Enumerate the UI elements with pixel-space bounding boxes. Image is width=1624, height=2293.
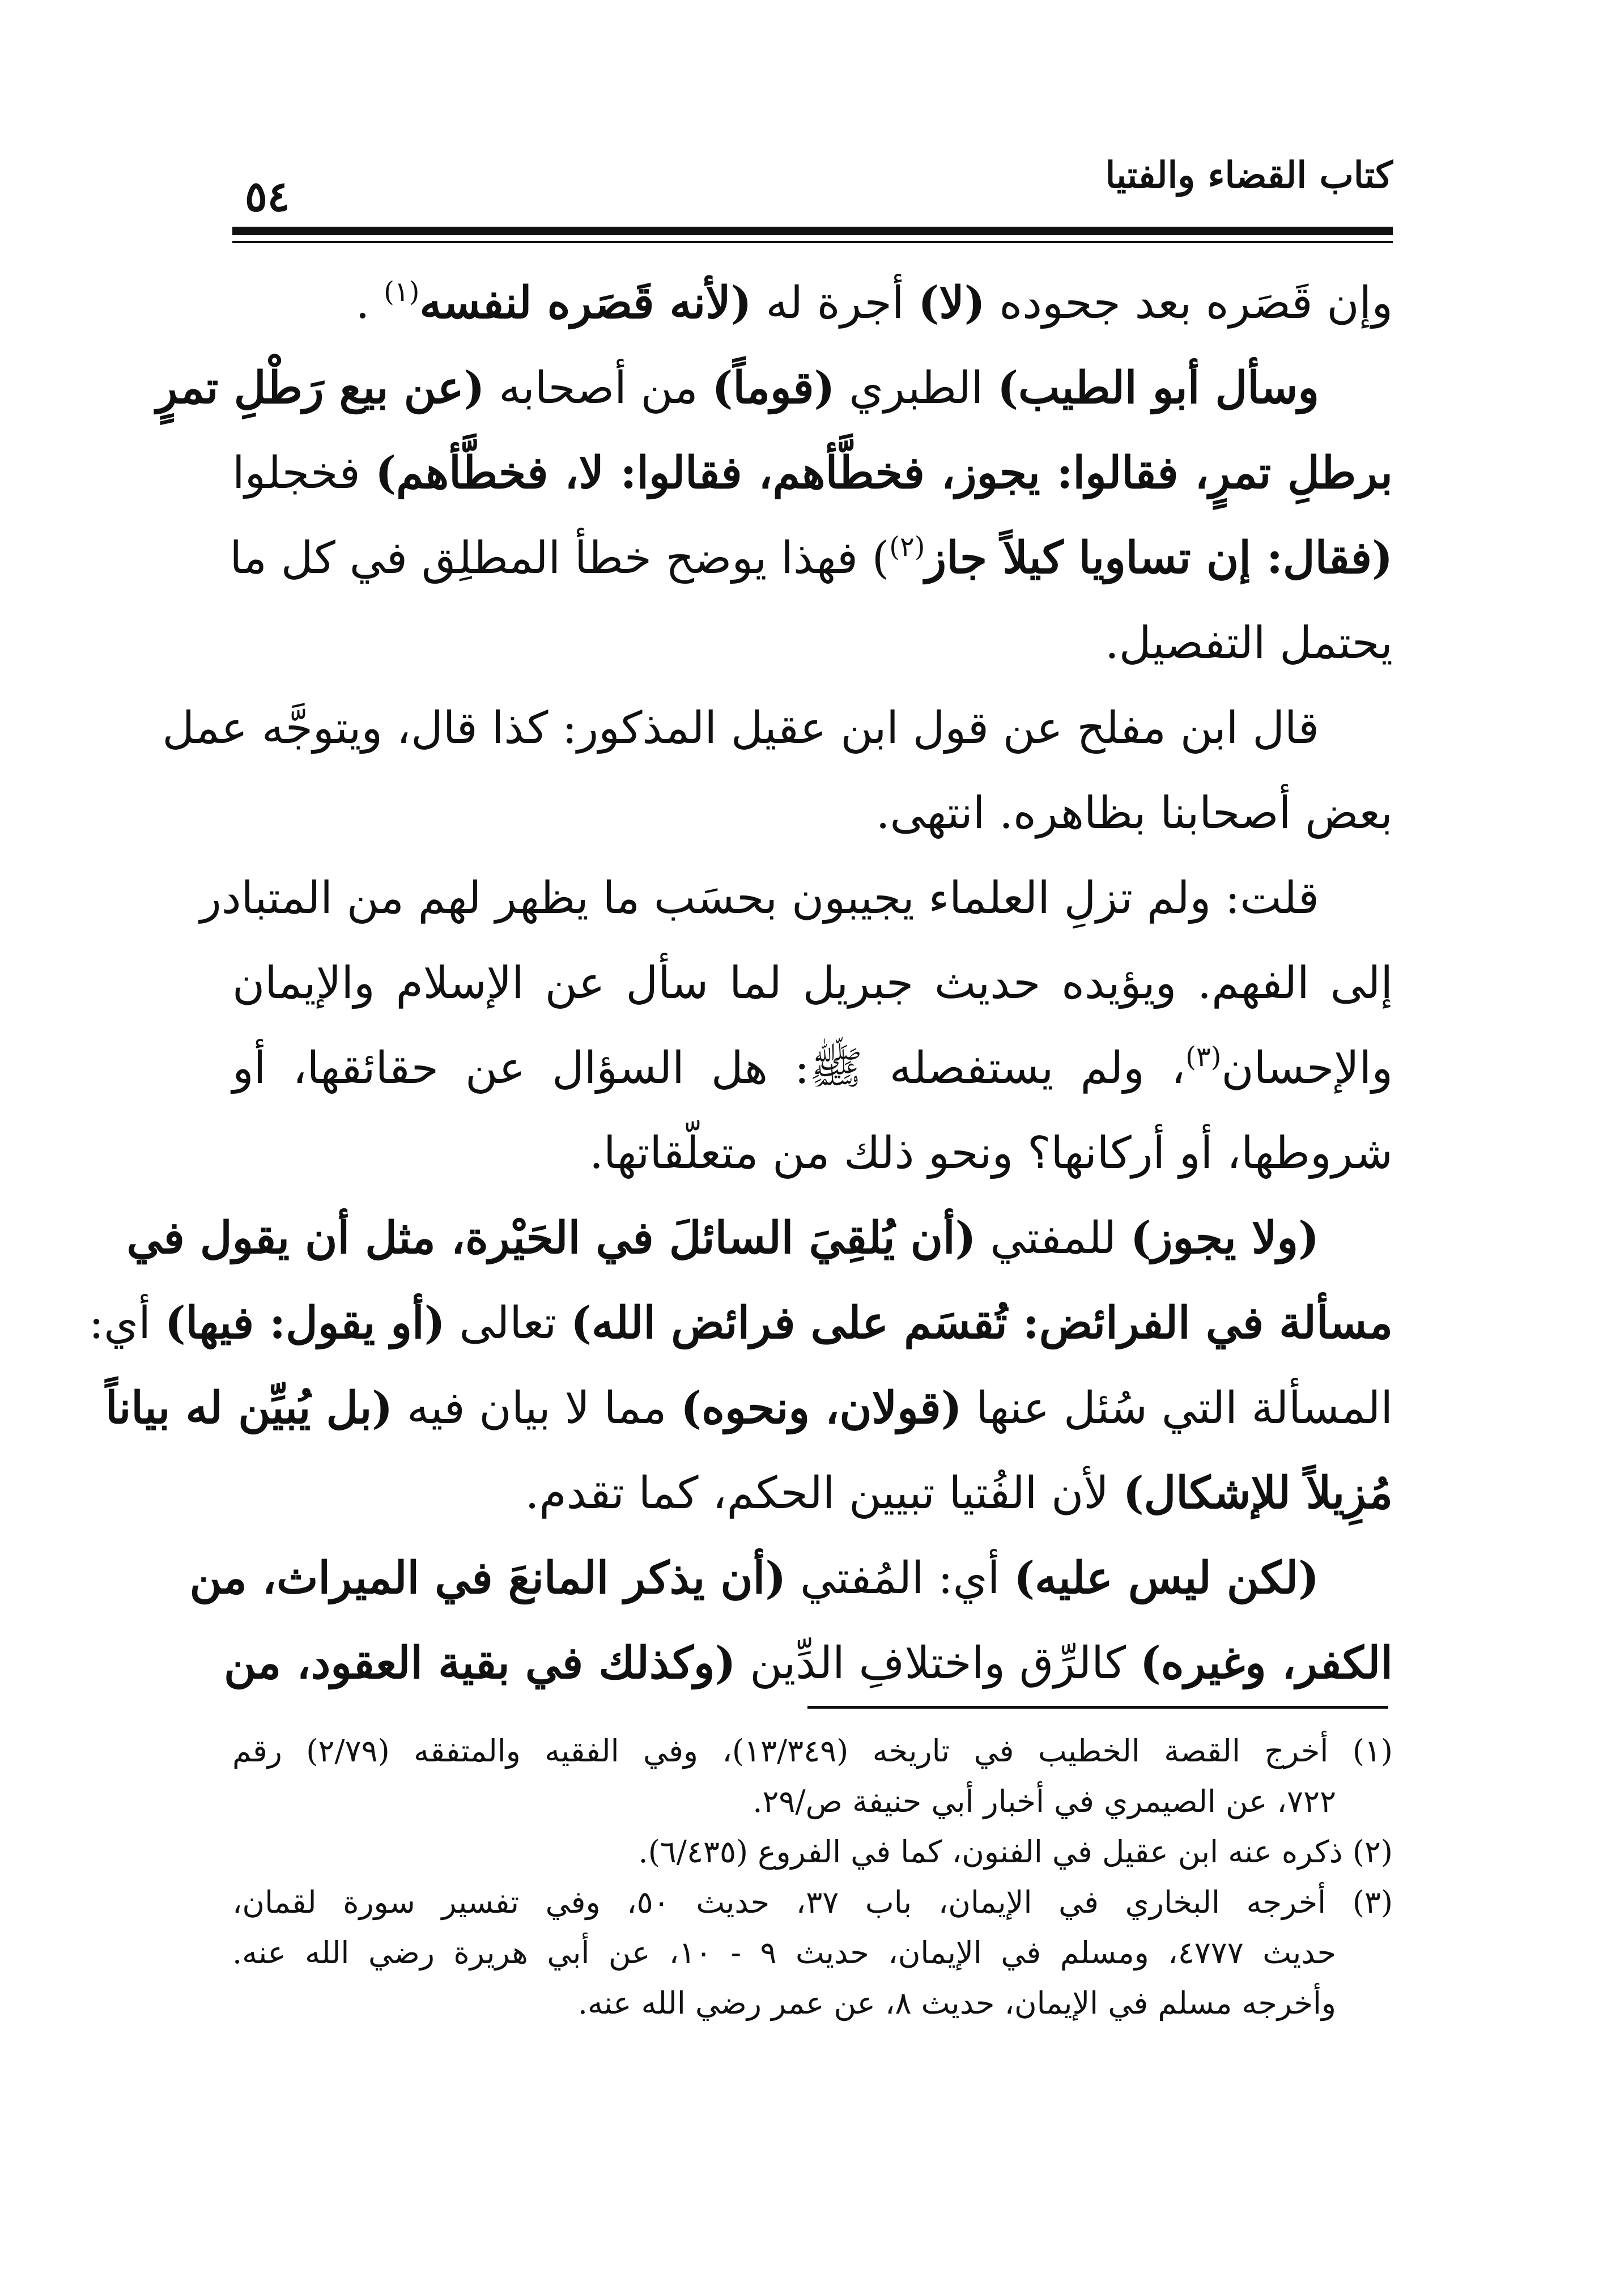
text-segment: الطبري [835, 363, 998, 414]
bold-text-segment: وسأل أبو الطيب) [997, 362, 1319, 414]
bold-text-segment: مُزِيلاً للإشكال) [1123, 1467, 1393, 1519]
text-segment: أي: المُفتي [786, 1553, 1014, 1604]
text-segment: يحتمل التفصيل. [1104, 618, 1393, 669]
text-segment: فخجلوا [232, 448, 376, 499]
footnote-marker: (٣) [1185, 1041, 1222, 1073]
body-line [232, 1026, 1393, 1111]
body-line [232, 1451, 1393, 1536]
body-line [232, 261, 1393, 346]
bold-text-segment: (عن بيع رَطْلِ تمرٍ [156, 362, 485, 414]
text-segment: لأن الفُتيا تبيين الحكم، كما تقدم. [525, 1468, 1123, 1519]
header-rule-thick [232, 227, 1393, 235]
body-line [88, 1281, 1393, 1366]
bold-text-segment: الكفر، وغيره) [1140, 1637, 1393, 1689]
book-title: كتاب القضاء والفتيا [1105, 154, 1393, 197]
body-line [232, 771, 1393, 856]
footnote-separator [807, 1706, 1388, 1709]
text-segment: شروطها، أو أركانها؟ ونحو ذلك من متعلّقاتها. [589, 1128, 1393, 1179]
text-segment: للمفتي [976, 1213, 1130, 1264]
bold-text-segment: (أن يذكر المانعَ في الميراث، من [189, 1552, 787, 1604]
bold-text-segment: (ولا يجوز) [1130, 1212, 1319, 1264]
text-segment: قلت: ولم تزلِ العلماء يجيبون بحسَب ما يظهر لهم من المتبادر [200, 873, 1319, 924]
text-segment: مما لا بيان فيه [393, 1383, 681, 1434]
body-line [232, 601, 1393, 686]
bold-text-segment: (أن يُلقِيَ السائلَ في الحَيْرة، مثل أن يقول في [126, 1212, 976, 1264]
text-segment: أجرة له [751, 278, 919, 329]
text-segment: قال ابن مفلح عن قول ابن عقيل المذكور: كذا قال، ويتوجَّه عمل [162, 703, 1319, 754]
text-segment: بعض أصحابنا بظاهره. انتهى. [875, 788, 1393, 839]
body-line [224, 1621, 1393, 1706]
body-line [200, 856, 1393, 941]
text-segment: والإحسان [1221, 1043, 1393, 1094]
bold-text-segment: (أو يقول: فيها) [164, 1297, 445, 1349]
bold-text-segment: (بل يُبيِّن له بياناً [105, 1382, 393, 1434]
bold-text-segment: مسألة في الفرائض: تُقسَم على فرائض الله) [571, 1297, 1393, 1349]
header-rule-thin [232, 241, 1393, 243]
text-segment: من أصحابه [484, 363, 712, 414]
bold-text-segment: (فقال: إن تساويا كيلاً جاز [925, 532, 1393, 584]
footnote-line: ٧٢٢، عن الصيمري في أخبار أبي حنيفة ص/٢٩. [753, 1784, 1336, 1819]
text-segment: وإن قَصَره بعد جحوده [985, 278, 1393, 329]
footnote-marker: (١) [384, 276, 420, 308]
body-line [156, 346, 1393, 431]
bold-text-segment: (لكن ليس عليه) [1014, 1552, 1319, 1604]
body-line [232, 1111, 1393, 1196]
body-line [232, 431, 1393, 516]
bold-text-segment: (لأنه قَصَره لنفسه [419, 277, 752, 329]
body-line [189, 1536, 1393, 1621]
bold-text-segment: (قولان، ونحوه) [681, 1382, 962, 1434]
bold-text-segment: برطلِ تمرٍ، فقالوا: يجوز، فخطَّأهم، فقالوا: لا، فخطَّأهم) [375, 447, 1393, 499]
text-segment: تعالى [445, 1298, 571, 1349]
footnote-line: (٢) ذكره عنه ابن عقيل في الفنون، كما في الفروع (٦/٤٣٥). [638, 1834, 1393, 1870]
text-segment: كالرِّق واختلافِ الدِّين [736, 1638, 1140, 1689]
footnote-line: وأخرجه مسلم في الإيمان، حديث ٨، عن عمر رضي الله عنه. [577, 1985, 1336, 2021]
bold-text-segment: (وكذلك في بقية العقود، من [224, 1637, 736, 1689]
footnote-line: (١) أخرج القصة الخطيب في تاريخه (١٣/٣٤٩)، وفي الفقيه والمتفقه (٢/٧٩) رقم [232, 1733, 1393, 1769]
footnote-line: حديث ٤٧٧٧، ومسلم في الإيمان، حديث ٩ - ١٠، عن أبي هريرة رضي الله عنه. [232, 1935, 1337, 1971]
footnotes [232, 1726, 1393, 2028]
body-line [126, 1196, 1393, 1281]
bold-text-segment: (لا) [918, 277, 985, 329]
body-text [88, 261, 1393, 1706]
text-segment: ) فهذا يوضح خطأ المطلِق في كل ما [229, 533, 890, 584]
body-line [229, 516, 1393, 601]
page-header [232, 142, 1393, 227]
text-segment: أي: [88, 1298, 165, 1349]
text-segment: . [355, 278, 384, 329]
body-line [232, 941, 1393, 1026]
page-number: ٥٤ [245, 172, 290, 221]
footnote-line: (٣) أخرجه البخاري في الإيمان، باب ٣٧، حديث ٥٠، وفي تفسير سورة لقمان، [232, 1884, 1393, 1920]
body-line [162, 686, 1393, 771]
text-segment: إلى الفهم. ويؤيده حديث جبريل لما سأل عن الإسلام والإيمان [232, 958, 1393, 1009]
text-segment: المسألة التي سُئل عنها [962, 1383, 1393, 1434]
body-line [105, 1366, 1393, 1451]
footnote-marker: (٢) [889, 531, 925, 563]
bold-text-segment: (قوماً) [712, 362, 835, 414]
text-segment: ، ولم يستفصله ﷺ: هل السؤال عن حقائقها، أو [232, 1043, 1186, 1094]
